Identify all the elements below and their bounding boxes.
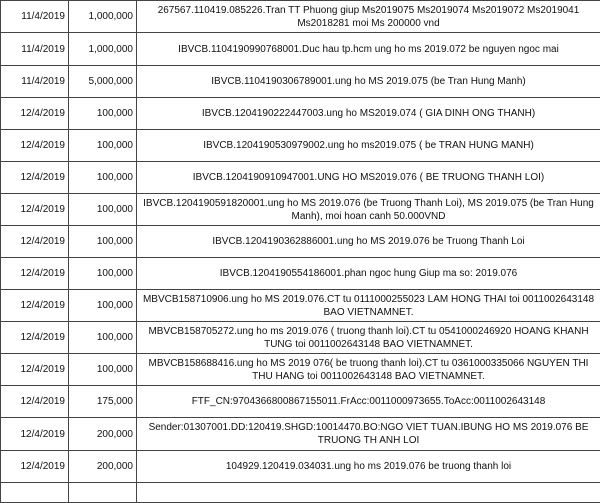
- date-cell: 12/4/2019: [1, 194, 69, 226]
- date-cell: 12/4/2019: [1, 162, 69, 194]
- amount-cell: 200,000: [69, 418, 137, 451]
- table-row: [1, 194, 600, 226]
- date-cell: 12/4/2019: [1, 290, 69, 322]
- description-cell: MBVCB158688416.ung ho MS 2019 076( be truong thanh loi).CT tu 0361000335066 NGUYEN THI THU HANG toi 0011002643148 BAO VIETNAMNET.: [137, 354, 600, 386]
- date-cell: 11/4/2019: [1, 1, 69, 33]
- amount-cell: 200,000: [69, 451, 137, 483]
- date-cell: 12/4/2019: [1, 130, 69, 162]
- table-row: [1, 451, 600, 483]
- description-cell: MBVCB158705272.ung ho ms 2019.076 ( truong thanh loi).CT tu 0541000246920 HOANG KHANH TUNG toi 0011002643148 BAO VIETNAMNET.: [137, 322, 600, 354]
- description-cell: IBVCB.1204190910947001.UNG HO MS2019.076 ( BE TRUONG THANH LOI): [137, 162, 600, 194]
- description-cell: [137, 483, 600, 503]
- table-row: [1, 322, 600, 354]
- table-row: [1, 354, 600, 386]
- description-cell: 267567.110419.085226.Tran TT Phuong giup Ms2019075 Ms2019074 Ms2019072 Ms2019041 Ms2018281 moi Ms 200000 vnd: [137, 1, 600, 33]
- table-row: [1, 130, 600, 162]
- description-cell: IBVCB.1204190554186001.phan ngoc hung Giup ma so: 2019.076: [137, 258, 600, 290]
- table-row: [1, 483, 600, 503]
- amount-cell: 100,000: [69, 322, 137, 354]
- description-cell: IBVCB.1204190222447003.ung ho MS2019.074 ( GIA DINH ONG THANH): [137, 98, 600, 130]
- date-cell: 11/4/2019: [1, 66, 69, 98]
- date-cell: 12/4/2019: [1, 98, 69, 130]
- table-row: [1, 258, 600, 290]
- amount-cell: 1,000,000: [69, 33, 137, 66]
- description-cell: Sender:01307001.DD:120419.SHGD:10014470.BO:NGO VIET TUAN.IBUNG HO MS 2019.076 BE TRUONG TH ANH LOI: [137, 418, 600, 451]
- date-cell: [1, 483, 69, 503]
- amount-cell: 100,000: [69, 258, 137, 290]
- date-cell: 12/4/2019: [1, 258, 69, 290]
- amount-cell: 100,000: [69, 130, 137, 162]
- description-cell: MBVCB158710906.ung ho MS 2019.076.CT tu 0111000255023 LAM HONG THAI toi 0011002643148 BAO VIETNAMNET.: [137, 290, 600, 322]
- description-cell: FTF_CN:9704366800867155011.FrAcc:0011000973655.ToAcc:0011002643148: [137, 386, 600, 418]
- description-cell: IBVCB.1204190530979002.ung ho ms2019.075 ( be TRAN HUNG MANH): [137, 130, 600, 162]
- table-row: [1, 1, 600, 33]
- description-cell: IBVCB.1104190306789001.ung ho MS 2019.075 (be Tran Hung Manh): [137, 66, 600, 98]
- amount-cell: 100,000: [69, 98, 137, 130]
- table-row: [1, 418, 600, 451]
- description-cell: IBVCB.1104190990768001.Duc hau tp.hcm ung ho ms 2019.072 be nguyen ngoc mai: [137, 33, 600, 66]
- amount-cell: 5,000,000: [69, 66, 137, 98]
- date-cell: 12/4/2019: [1, 322, 69, 354]
- donation-table-body: [1, 1, 600, 503]
- table-row: [1, 33, 600, 66]
- amount-cell: 100,000: [69, 354, 137, 386]
- description-cell: IBVCB.1204190362886001.ung ho MS 2019.076 be Truong Thanh Loi: [137, 226, 600, 258]
- amount-cell: 175,000: [69, 386, 137, 418]
- date-cell: 12/4/2019: [1, 451, 69, 483]
- date-cell: 12/4/2019: [1, 354, 69, 386]
- amount-cell: 100,000: [69, 226, 137, 258]
- date-cell: 12/4/2019: [1, 386, 69, 418]
- description-cell: 104929.120419.034031.ung ho ms 2019.076 be truong thanh loi: [137, 451, 600, 483]
- amount-cell: 100,000: [69, 194, 137, 226]
- date-cell: 12/4/2019: [1, 418, 69, 451]
- table-row: [1, 226, 600, 258]
- description-cell: IBVCB.1204190591820001.ung ho MS 2019.076 (be Truong Thanh Loi), MS 2019.075 (be Tran Hung Manh), moi hoan canh 50.000VND: [137, 194, 600, 226]
- amount-cell: 100,000: [69, 162, 137, 194]
- date-cell: 11/4/2019: [1, 33, 69, 66]
- table-row: [1, 66, 600, 98]
- table-row: [1, 386, 600, 418]
- table-row: [1, 162, 600, 194]
- amount-cell: 1,000,000: [69, 1, 137, 33]
- amount-cell: 100,000: [69, 290, 137, 322]
- table-row: [1, 98, 600, 130]
- date-cell: 12/4/2019: [1, 226, 69, 258]
- amount-cell: [69, 483, 137, 503]
- table-row: [1, 290, 600, 322]
